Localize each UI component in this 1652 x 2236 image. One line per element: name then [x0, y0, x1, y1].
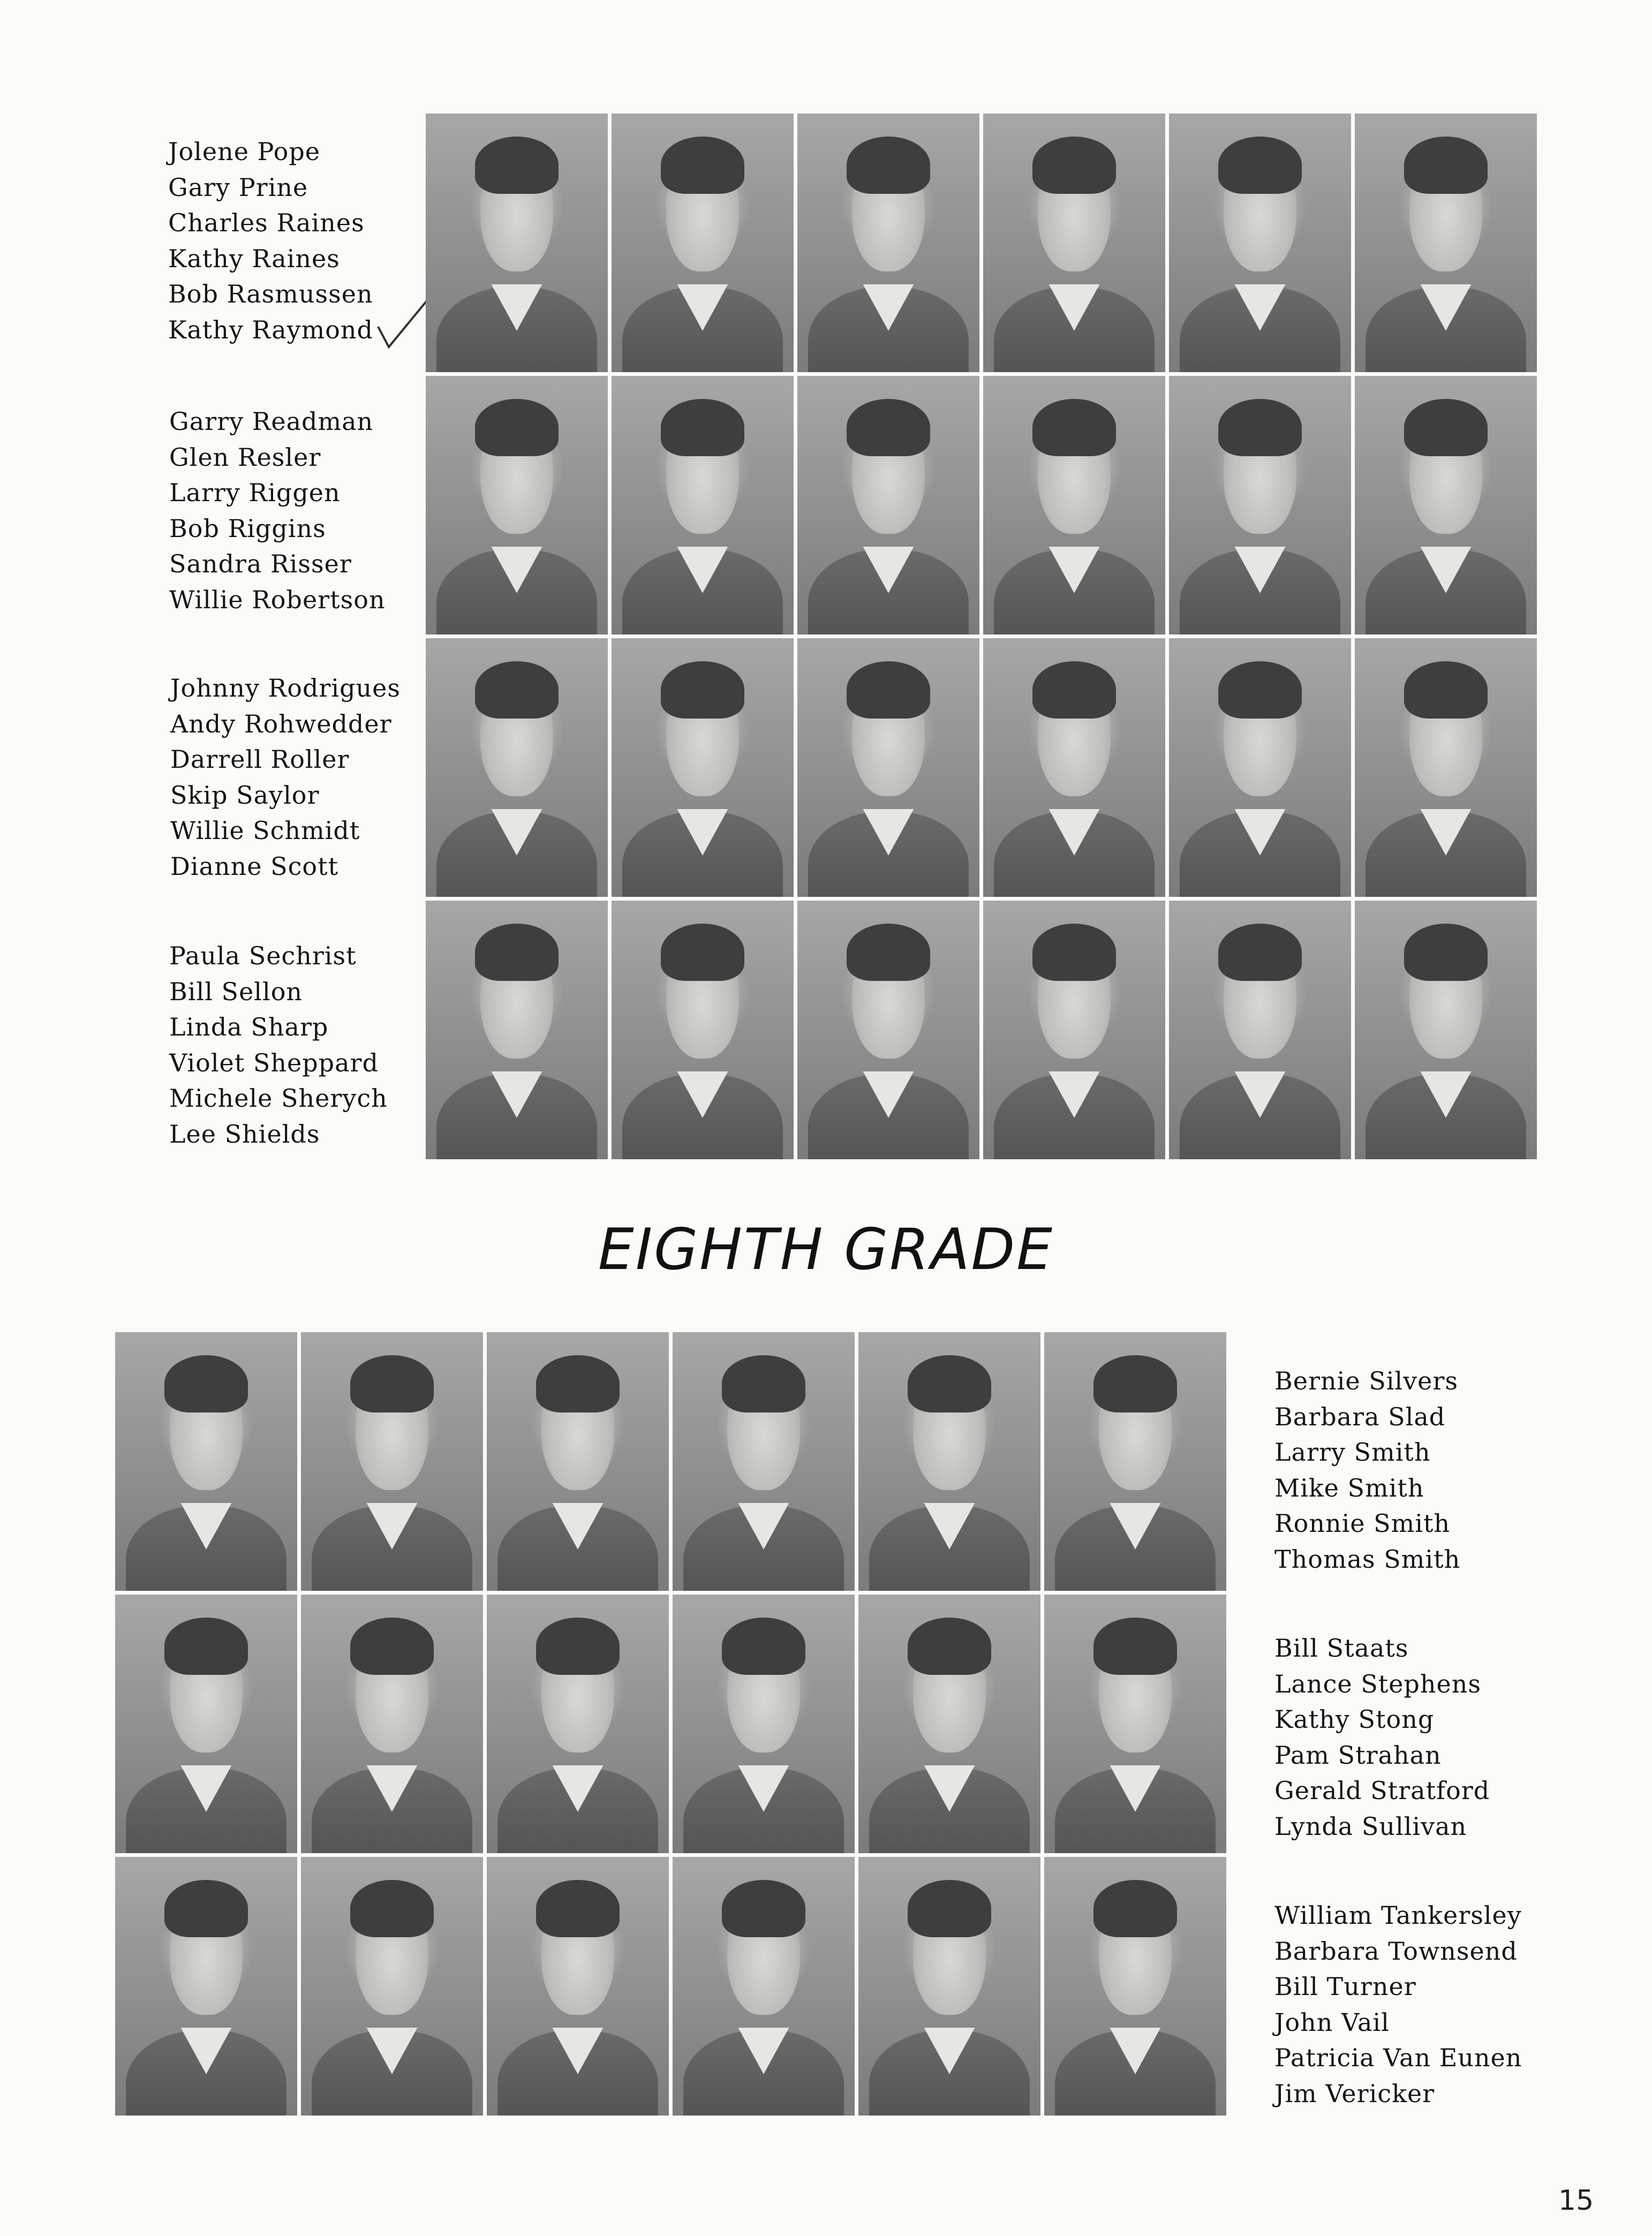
student-name: Gary Prine — [168, 172, 308, 202]
student-portrait — [983, 114, 1165, 372]
student-portrait — [673, 1857, 855, 2116]
student-portrait — [426, 638, 608, 897]
student-name: Lance Stephens — [1274, 1669, 1481, 1698]
student-name: Thomas Smith — [1274, 1544, 1461, 1574]
student-portrait — [858, 1857, 1040, 2116]
student-portrait — [983, 638, 1165, 897]
student-name: Lynda Sullivan — [1274, 1811, 1467, 1841]
student-portrait — [797, 638, 979, 897]
student-portrait — [983, 901, 1165, 1159]
student-portrait — [115, 1857, 297, 2116]
student-name: Kathy Raines — [168, 244, 340, 273]
name-list-bottom-3 — [1274, 1898, 1522, 2111]
student-portrait — [301, 1857, 483, 2116]
student-portrait — [858, 1332, 1040, 1591]
student-name: Garry Readman — [169, 407, 374, 436]
student-portrait — [1169, 376, 1351, 634]
student-portrait — [115, 1332, 297, 1591]
student-portrait — [797, 114, 979, 372]
student-portrait — [1355, 638, 1537, 897]
student-name: Pam Strahan — [1274, 1740, 1442, 1770]
student-portrait — [1044, 1857, 1226, 2116]
student-name: Gerald Stratford — [1274, 1776, 1490, 1805]
student-name: Bill Sellon — [169, 977, 303, 1006]
student-name: Violet Sheppard — [169, 1048, 379, 1077]
student-portrait — [426, 901, 608, 1159]
student-name: Willie Robertson — [169, 585, 386, 614]
student-name: Larry Smith — [1274, 1438, 1431, 1467]
student-name: Patricia Van Eunen — [1274, 2043, 1522, 2072]
student-name: Johnny Rodrigues — [170, 674, 401, 702]
student-name: Michele Sherych — [169, 1084, 388, 1113]
student-name: Jolene Pope — [168, 137, 320, 166]
student-portrait — [1169, 638, 1351, 897]
student-portrait — [983, 376, 1165, 634]
student-portrait — [1355, 376, 1537, 634]
student-portrait — [1044, 1332, 1226, 1591]
student-name: Barbara Slad — [1274, 1402, 1446, 1431]
student-portrait — [1044, 1595, 1226, 1853]
student-name: Glen Resler — [169, 442, 321, 472]
student-portrait — [673, 1332, 855, 1591]
student-portrait — [1355, 901, 1537, 1159]
student-name: Dianne Scott — [170, 851, 339, 881]
student-name: Kathy Stong — [1274, 1705, 1435, 1734]
student-portrait — [487, 1595, 669, 1853]
student-name: Bob Rasmussen — [168, 280, 373, 308]
student-portrait — [301, 1595, 483, 1853]
student-name: Lee Shields — [169, 1119, 320, 1149]
student-name: Darrell Roller — [170, 745, 350, 774]
student-portrait — [612, 638, 794, 897]
student-name: Bill Turner — [1274, 1972, 1416, 2001]
name-list-top-1 — [168, 134, 373, 348]
page-title: EIGHTH GRADE — [598, 1217, 1054, 1282]
student-name: Charles Raines — [168, 208, 365, 237]
student-name: Sandra Risser — [169, 549, 352, 578]
page-number: 15 — [1558, 2185, 1594, 2217]
student-name: Ronnie Smith — [1274, 1509, 1451, 1538]
name-list-top-3 — [170, 670, 401, 884]
student-portrait — [487, 1332, 669, 1591]
student-name: Bernie Silvers — [1274, 1366, 1458, 1395]
student-portrait — [1169, 901, 1351, 1159]
student-name: Andy Rohwedder — [170, 709, 392, 738]
student-name: Kathy Raymond — [168, 315, 373, 344]
name-list-top-2 — [169, 404, 386, 617]
student-portrait — [1355, 114, 1537, 372]
name-list-bottom-1 — [1274, 1363, 1460, 1577]
student-portrait — [797, 901, 979, 1159]
student-portrait — [487, 1857, 669, 2116]
student-name: Paula Sechrist — [169, 941, 357, 970]
student-name: Willie Schmidt — [170, 816, 360, 845]
student-portrait — [426, 376, 608, 634]
student-name: Bob Riggins — [169, 513, 326, 543]
student-portrait — [426, 114, 608, 372]
student-portrait — [858, 1595, 1040, 1853]
student-portrait — [673, 1595, 855, 1853]
student-name: Skip Saylor — [170, 780, 320, 810]
student-portrait — [1169, 114, 1351, 372]
student-name: Linda Sharp — [169, 1013, 329, 1041]
student-name: Jim Vericker — [1274, 2079, 1435, 2108]
student-portrait — [612, 114, 794, 372]
student-portrait — [612, 376, 794, 634]
student-name: Larry Riggen — [169, 478, 341, 507]
student-portrait — [301, 1332, 483, 1591]
student-name: Bill Staats — [1274, 1634, 1409, 1663]
name-list-bottom-2 — [1274, 1630, 1490, 1844]
student-name: John Vail — [1274, 2007, 1390, 2037]
student-name: William Tankersley — [1274, 1901, 1522, 1930]
name-list-top-4 — [169, 938, 388, 1152]
student-name: Barbara Townsend — [1274, 1936, 1518, 1966]
student-portrait — [797, 376, 979, 634]
student-portrait — [115, 1595, 297, 1853]
student-name: Mike Smith — [1274, 1473, 1424, 1502]
student-portrait — [612, 901, 794, 1159]
